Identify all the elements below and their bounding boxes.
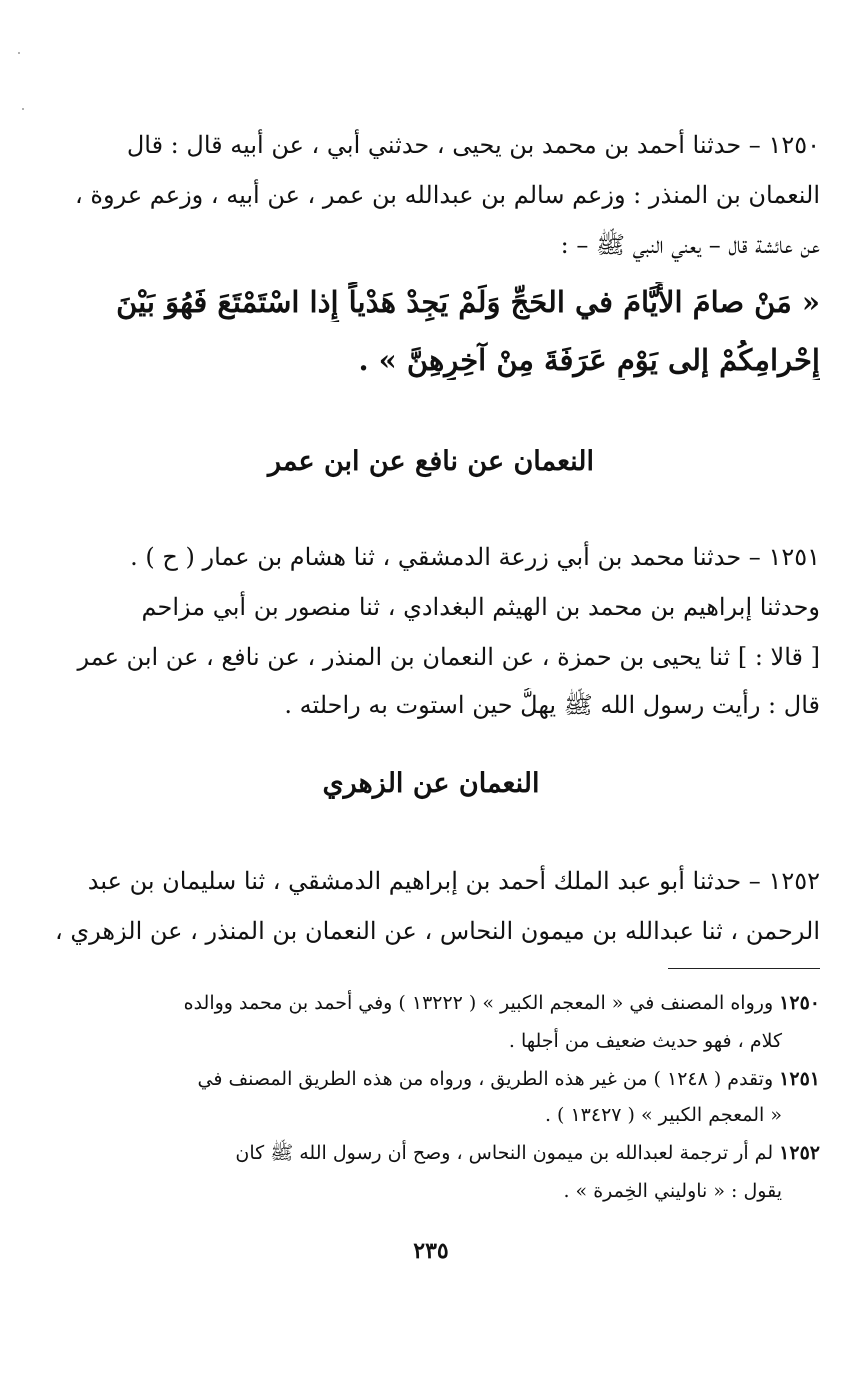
footnote-number: ١٢٥١ xyxy=(779,1068,820,1090)
hadith-1250-matn-line-1: « مَنْ صامَ الأَيَّامَ في الحَجِّ وَلَمْ يَجِدْ هَدْياً إِذا اسْتَمْتَعَ فَهُوَ بَيْنَ xyxy=(116,285,820,319)
hadith-1250-line-1: ١٢٥٠ – حدثنا أحمد بن محمد بن يحيى ، حدثني أبي ، عن أبيه قال : قال xyxy=(126,131,820,159)
hadith-1250-matn-line-2: إِحْرامِكُمْ إلى يَوْمِ عَرَفَةَ مِنْ آخِرِهِنَّ » . xyxy=(358,343,820,377)
footnote-1251-line-1 xyxy=(42,1064,820,1094)
footnote-number: ١٢٥٢ xyxy=(779,1142,820,1164)
hadith-1251-line-4: قال : رأيت رسول الله ﷺ يهلُّ حين استوت به راحلته . xyxy=(284,691,820,719)
footnote-1250-line-2 xyxy=(42,1026,820,1056)
section-heading-zuhri: النعمان عن الزهري xyxy=(322,768,540,799)
footnote-text: كلام ، فهو حديث ضعيف من أجلها . xyxy=(508,1030,782,1052)
footnote-text: ورواه المصنف في « المعجم الكبير » ( ١٣٢٢٢ ) وفي أحمد بن محمد ووالده xyxy=(183,992,774,1014)
scan-speck xyxy=(18,52,20,54)
hadith-1252-line-1: ١٢٥٢ – حدثنا أبو عبد الملك أحمد بن إبراهيم الدمشقي ، ثنا سليمان بن عبد xyxy=(87,867,820,895)
hadith-1251-line-1: ١٢٥١ – حدثنا محمد بن أبي زرعة الدمشقي ، ثنا هشام بن عمار ( ح ) . xyxy=(130,543,820,571)
footnote-number: ١٢٥٠ xyxy=(779,992,820,1014)
footnote-1252-line-2 xyxy=(42,1176,820,1206)
footnote-1251-line-2 xyxy=(42,1100,820,1130)
hadith-1251-line-2: وحدثنا إبراهيم بن محمد بن الهيثم البغدادي ، ثنا منصور بن أبي مزاحم xyxy=(141,593,820,621)
section-heading-nafi: النعمان عن نافع عن ابن عمر xyxy=(267,446,595,477)
footnote-1252-line-1 xyxy=(42,1138,820,1168)
hadith-1250-line-3: عن عائشة قال – يعني النبي ﷺ – : xyxy=(560,231,820,259)
hadith-1251-line-3: [ قالا : ] ثنا يحيى بن حمزة ، عن النعمان بن المنذر ، عن نافع ، عن ابن عمر xyxy=(77,643,820,671)
footnote-text: « المعجم الكبير » ( ١٣٤٢٧ ) . xyxy=(544,1104,782,1126)
footnote-text: يقول : « ناوليني الخِمرة » . xyxy=(563,1180,782,1202)
hadith-1250-line-2: النعمان بن المنذر : وزعم سالم بن عبدالله بن عمر ، عن أبيه ، وزعم عروة ، xyxy=(75,181,820,209)
page-number: ٢٣٥ xyxy=(413,1238,449,1264)
footnote-text: وتقدم ( ١٢٤٨ ) من غير هذه الطريق ، ورواه من هذه الطريق المصنف في xyxy=(197,1068,774,1090)
footnote-separator xyxy=(668,968,820,969)
footnote-1250-line-1 xyxy=(42,988,820,1018)
hadith-1252-line-2: الرحمن ، ثنا عبدالله بن ميمون النحاس ، عن النعمان بن المنذر ، عن الزهري ، xyxy=(54,917,820,945)
scan-speck xyxy=(22,108,24,110)
footnote-text: لم أر ترجمة لعبدالله بن ميمون النحاس ، وصح أن رسول الله ﷺ كان xyxy=(235,1142,774,1164)
